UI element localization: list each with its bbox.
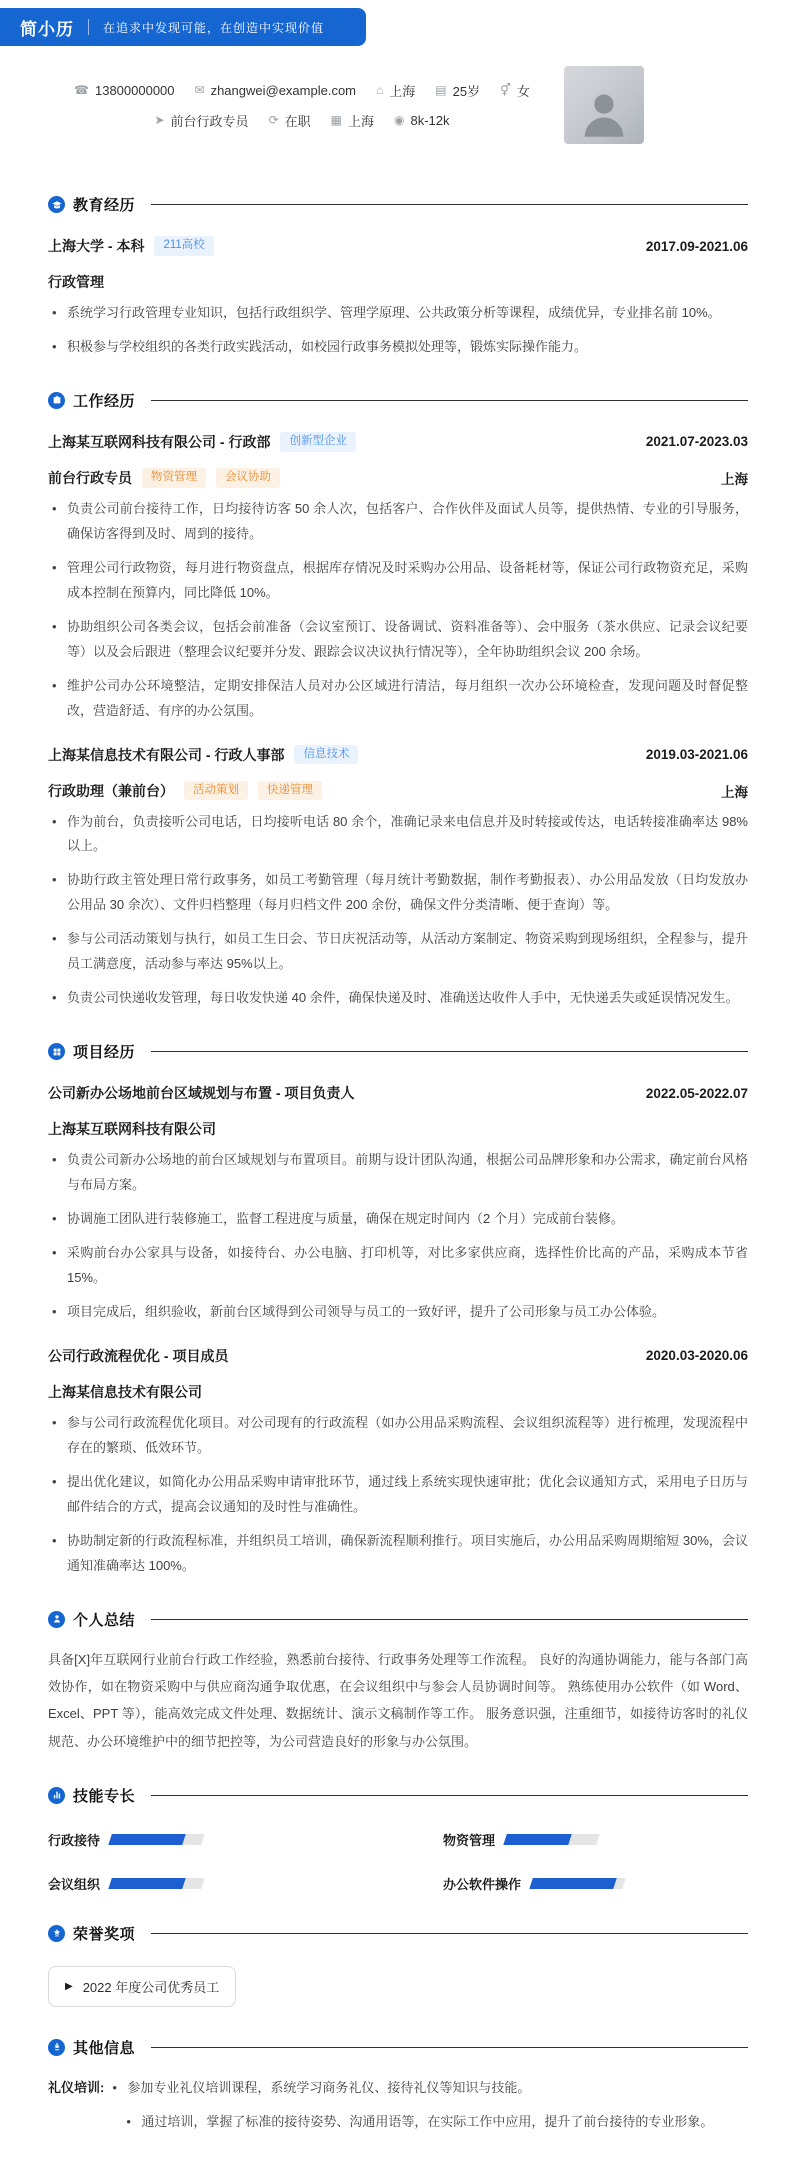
other-bullets [108, 2076, 748, 2135]
other-bullet: • 参加专业礼仪培训课程，系统学习商务礼仪、接待礼仪等知识与技能。 [108, 2076, 748, 2101]
section-summary [48, 1609, 748, 1755]
education-date: 2017.09-2021.06 [645, 238, 748, 254]
bar-chart-icon [48, 1787, 65, 1804]
company-badge: 创新型企业 [280, 432, 356, 452]
project-company: 上海某互联网科技有限公司 [48, 1121, 216, 1138]
other-label: 礼仪培训: [48, 2079, 105, 2095]
brand-tagline: 在追求中发现可能，在创造中实现价值 [103, 20, 325, 35]
status-field [269, 111, 311, 130]
education-header [48, 194, 748, 215]
job-bullet: • 协助行政主管处理日常行政事务，如员工考勤管理（每月统计考勤数据，制作考勤报表）、办公用品发放（日均发放办公用品 30 余次）、文件归档整理（每月归档文件 200 余份，确保文件分类清晰、便于查询）等。 [48, 868, 748, 918]
skill-bar [108, 1878, 205, 1889]
brand-banner [0, 8, 366, 46]
section-rule [151, 400, 748, 401]
home-icon: ⌂ [376, 83, 384, 97]
section-rule [151, 1051, 748, 1052]
job-title: 行政助理（兼前台） [48, 782, 174, 799]
job-bullet: • 管理公司行政物资，每月进行物资盘点，根据库存情况及时采购办公用品、设备耗材等，保证公司行政物资充足，采购成本控制在预算内，同比降低 10%。 [48, 556, 748, 606]
contact-row-2 [60, 111, 544, 130]
skill-label: 会议组织 [48, 1876, 101, 1892]
skill-label: 物资管理 [443, 1832, 496, 1848]
gender-field [500, 81, 530, 100]
job-bullet: • 作为前台，负责接听公司电话，日均接听电话 80 余个，准确记录来电信息并及时转接或传达，电话转接准确率达 98%以上。 [48, 810, 748, 860]
home-field [376, 81, 415, 100]
education-bullets [48, 301, 748, 360]
job-bullet: • 维护公司办公环境整洁，定期安排保洁人员对办公区域进行清洁，每月组织一次办公环境检查，发现问题及时督促整改，营造舒适、有序的办公氛围。 [48, 674, 748, 724]
resume-body [0, 194, 794, 2171]
skill-bar [529, 1878, 626, 1889]
position-icon: ➤ [154, 113, 165, 127]
project-bullet: • 采购前台办公家具与设备，如接待台、办公电脑、打印机等，对比多家供应商，选择性价比高的产品，采购成本节省 15%。 [48, 1241, 748, 1291]
work-title: 工作经历 [73, 392, 136, 410]
project-date: 2020.03-2020.06 [645, 1348, 748, 1364]
email-value: zhangwei@example.com [210, 82, 357, 98]
salary-field [394, 113, 450, 128]
rocket-icon [48, 2039, 65, 2056]
project-entry-2 [48, 1346, 748, 1579]
age-value: 25岁 [452, 83, 481, 99]
grid-icon [48, 1043, 65, 1060]
other-bullet: • 通过培训，掌握了标准的接待姿势、沟通用语等，在实际工作中应用，提升了前台接待的专业形象。 [122, 2110, 748, 2135]
projects-header [48, 1041, 748, 1062]
work-entry-2 [48, 745, 748, 1012]
project-bullet: • 负责公司新办公场地的前台区域规划与布置项目。前期与设计团队沟通，根据公司品牌形象和办公需求，确定前台风格与布局方案。 [48, 1148, 748, 1198]
project-bullet: • 参与公司行政流程优化项目。对公司现有的行政流程（如办公用品采购流程、会议组织流程等）进行梳理，发现流程中存在的繁琐、低效环节。 [48, 1411, 748, 1461]
project-bullet: • 项目完成后，组织验收，新前台区域得到公司领导与员工的一致好评，提升了公司形象与员工办公体验。 [48, 1300, 748, 1325]
position-value: 前台行政专员 [170, 113, 249, 129]
education-bullet: • 积极参与学校组织的各类行政实践活动，如校园行政事务模拟处理等，锻炼实际操作能力。 [48, 335, 748, 360]
age-field [435, 81, 480, 100]
city-value: 上海 [347, 113, 374, 129]
summary-text: 具备[X]年互联网行业前台行政工作经验，熟悉前台接待、行政事务处理等工作流程。 良好的沟通协调能力，能与各部门高效协作，如在物资采购中与供应商沟通争取优惠，在会议组织中与参会人员协调时间等。 熟练使用办公软件（如 Word、Excel、PPT 等），能高效完成文件处理、数据统计、演示文稿制作等工作。 服务意识强，注重细节，如接待访客时的礼仪规范、办公环境维护中的细节把控等，为公司营造良好的形象与办公氛围。 [48, 1651, 748, 1749]
section-honors [48, 1923, 748, 2007]
gender-value: 女 [516, 83, 530, 99]
medal-icon [48, 1925, 65, 1942]
position-field [154, 111, 248, 130]
salary-value: 8k-12k [410, 112, 450, 128]
project-date: 2022.05-2022.07 [645, 1085, 748, 1101]
section-work [48, 390, 748, 1011]
skill-fill [529, 1878, 616, 1889]
job-bullets [48, 810, 748, 1012]
project-bullet: • 协调施工团队进行装修施工，监督工程进度与质量，确保在规定时间内（2 个月）完成前台装修。 [48, 1207, 748, 1232]
projects-title: 项目经历 [73, 1044, 136, 1062]
honor-item [48, 1966, 236, 2007]
home-value: 上海 [389, 83, 416, 99]
skill-item [48, 1830, 353, 1849]
section-rule [151, 1619, 748, 1620]
summary-title: 个人总结 [73, 1611, 136, 1629]
school-badge: 211高校 [154, 236, 213, 256]
briefcase-icon [48, 392, 65, 409]
education-title: 教育经历 [73, 197, 136, 214]
phone-value: 13800000000 [94, 82, 175, 98]
skill-label: 行政接待 [48, 1832, 101, 1848]
project-company: 上海某信息技术有限公司 [48, 1383, 202, 1400]
person-icon [48, 1611, 65, 1628]
job-tag: 物资管理 [142, 468, 206, 488]
job-tag: 活动策划 [184, 781, 248, 801]
skill-bar [108, 1834, 205, 1845]
resume-header [0, 66, 794, 144]
salary-icon: ◉ [394, 113, 405, 127]
status-value: 在职 [284, 113, 311, 129]
job-bullet: • 参与公司活动策划与执行，如员工生日会、节日庆祝活动等，从活动方案制定、物资采购到现场组织，全程参与，提升员工满意度，活动参与率达 95%以上。 [48, 927, 748, 977]
contact-block [60, 81, 544, 130]
skills-grid [48, 1830, 748, 1893]
education-major: 行政管理 [48, 274, 104, 290]
job-bullet: • 负责公司前台接待工作，日均接待访客 50 余人次，包括客户、合作伙伴及面试人员等，提供热情、专业的引导服务，确保访客得到及时、周到的接待。 [48, 497, 748, 547]
section-rule [151, 1795, 748, 1796]
skill-item [48, 1874, 353, 1893]
skill-bar [503, 1834, 600, 1845]
email-field [195, 83, 357, 98]
phone-icon: ☎ [74, 83, 89, 97]
skill-fill [108, 1878, 186, 1889]
section-rule [151, 204, 748, 205]
triangle-icon: ▶ [65, 1980, 73, 1992]
section-education [48, 194, 748, 360]
phone-field [74, 83, 174, 98]
project-entry-1 [48, 1083, 748, 1325]
city-icon: ▦ [330, 113, 342, 127]
section-projects [48, 1041, 748, 1578]
status-icon: ⟳ [268, 113, 279, 127]
email-icon: ✉ [194, 83, 205, 97]
work-date: 2019.03-2021.06 [645, 747, 748, 763]
other-header [48, 2037, 748, 2058]
skill-fill [503, 1834, 572, 1845]
work-header [48, 390, 748, 411]
skills-title: 技能专长 [73, 1787, 136, 1805]
project-name: 公司行政流程优化 - 项目成员 [48, 1347, 229, 1364]
job-location: 上海 [721, 471, 748, 487]
gender-icon: ⚥ [500, 83, 511, 97]
education-bullet: • 系统学习行政管理专业知识，包括行政组织学、管理学原理、公共政策分析等课程，成绩优异，专业排名前 10%。 [48, 301, 748, 326]
job-title: 前台行政专员 [48, 469, 132, 486]
other-row [48, 2076, 748, 2135]
honor-text: 2022 年度公司优秀员工 [82, 1979, 220, 1995]
banner-divider [88, 19, 89, 35]
company-name: 上海某信息技术有限公司 - 行政人事部 [48, 746, 285, 763]
skill-item [443, 1830, 748, 1849]
section-rule [151, 2047, 748, 2048]
graduation-cap-icon [48, 196, 65, 213]
city-field [331, 111, 374, 130]
job-bullet: • 负责公司快递收发管理，每日收发快递 40 余件，确保快递及时、准确送达收件人手中，无快递丢失或延误情况发生。 [48, 986, 748, 1011]
school-name: 上海大学 - 本科 [48, 238, 145, 254]
other-title: 其他信息 [73, 2039, 136, 2057]
skill-item [443, 1874, 748, 1893]
section-rule [151, 1933, 748, 1934]
project-bullets [48, 1148, 748, 1325]
section-skills [48, 1785, 748, 1893]
project-bullet: • 协助制定新的行政流程标准，并组织员工培训，确保新流程顺利推行。项目实施后，办公用品采购周期缩短 30%，会议通知准确率达 100%。 [48, 1529, 748, 1579]
skill-label: 办公软件操作 [443, 1876, 522, 1892]
contact-row-1 [60, 81, 544, 100]
education-entry-row [48, 236, 748, 256]
job-bullet: • 协助组织公司各类会议，包括会前准备（会议室预订、设备调试、资料准备等）、会中服务（茶水供应、记录会议纪要等）以及会后跟进（整理会议纪要并分发、跟踪会议决议执行情况等），全年协助组织会议 200 余场。 [48, 615, 748, 665]
work-entry-1 [48, 432, 748, 724]
project-name: 公司新办公场地前台区域规划与布置 - 项目负责人 [48, 1085, 355, 1102]
brand-logo: 简小历 [20, 19, 74, 39]
project-bullets [48, 1411, 748, 1579]
section-other [48, 2037, 748, 2135]
job-bullets [48, 497, 748, 724]
job-tag: 快递管理 [258, 781, 322, 801]
job-location: 上海 [721, 784, 748, 800]
project-bullet: • 提出优化建议，如简化办公用品采购申请审批环节，通过线上系统实现快速审批；优化会议通知方式，采用电子日历与邮件结合的方式，提高会议通知的及时性与准确性。 [48, 1470, 748, 1520]
person-silhouette-icon [575, 86, 633, 144]
skill-fill [108, 1834, 186, 1845]
profile-photo [564, 66, 644, 144]
company-name: 上海某互联网科技有限公司 - 行政部 [48, 433, 271, 450]
age-icon: ▤ [435, 83, 447, 97]
summary-header [48, 1609, 748, 1630]
honors-header [48, 1923, 748, 1944]
company-badge: 信息技术 [294, 745, 358, 765]
job-tag: 会议协助 [216, 468, 280, 488]
skills-header [48, 1785, 748, 1806]
honors-title: 荣誉奖项 [73, 1925, 136, 1943]
work-date: 2021.07-2023.03 [645, 434, 748, 450]
